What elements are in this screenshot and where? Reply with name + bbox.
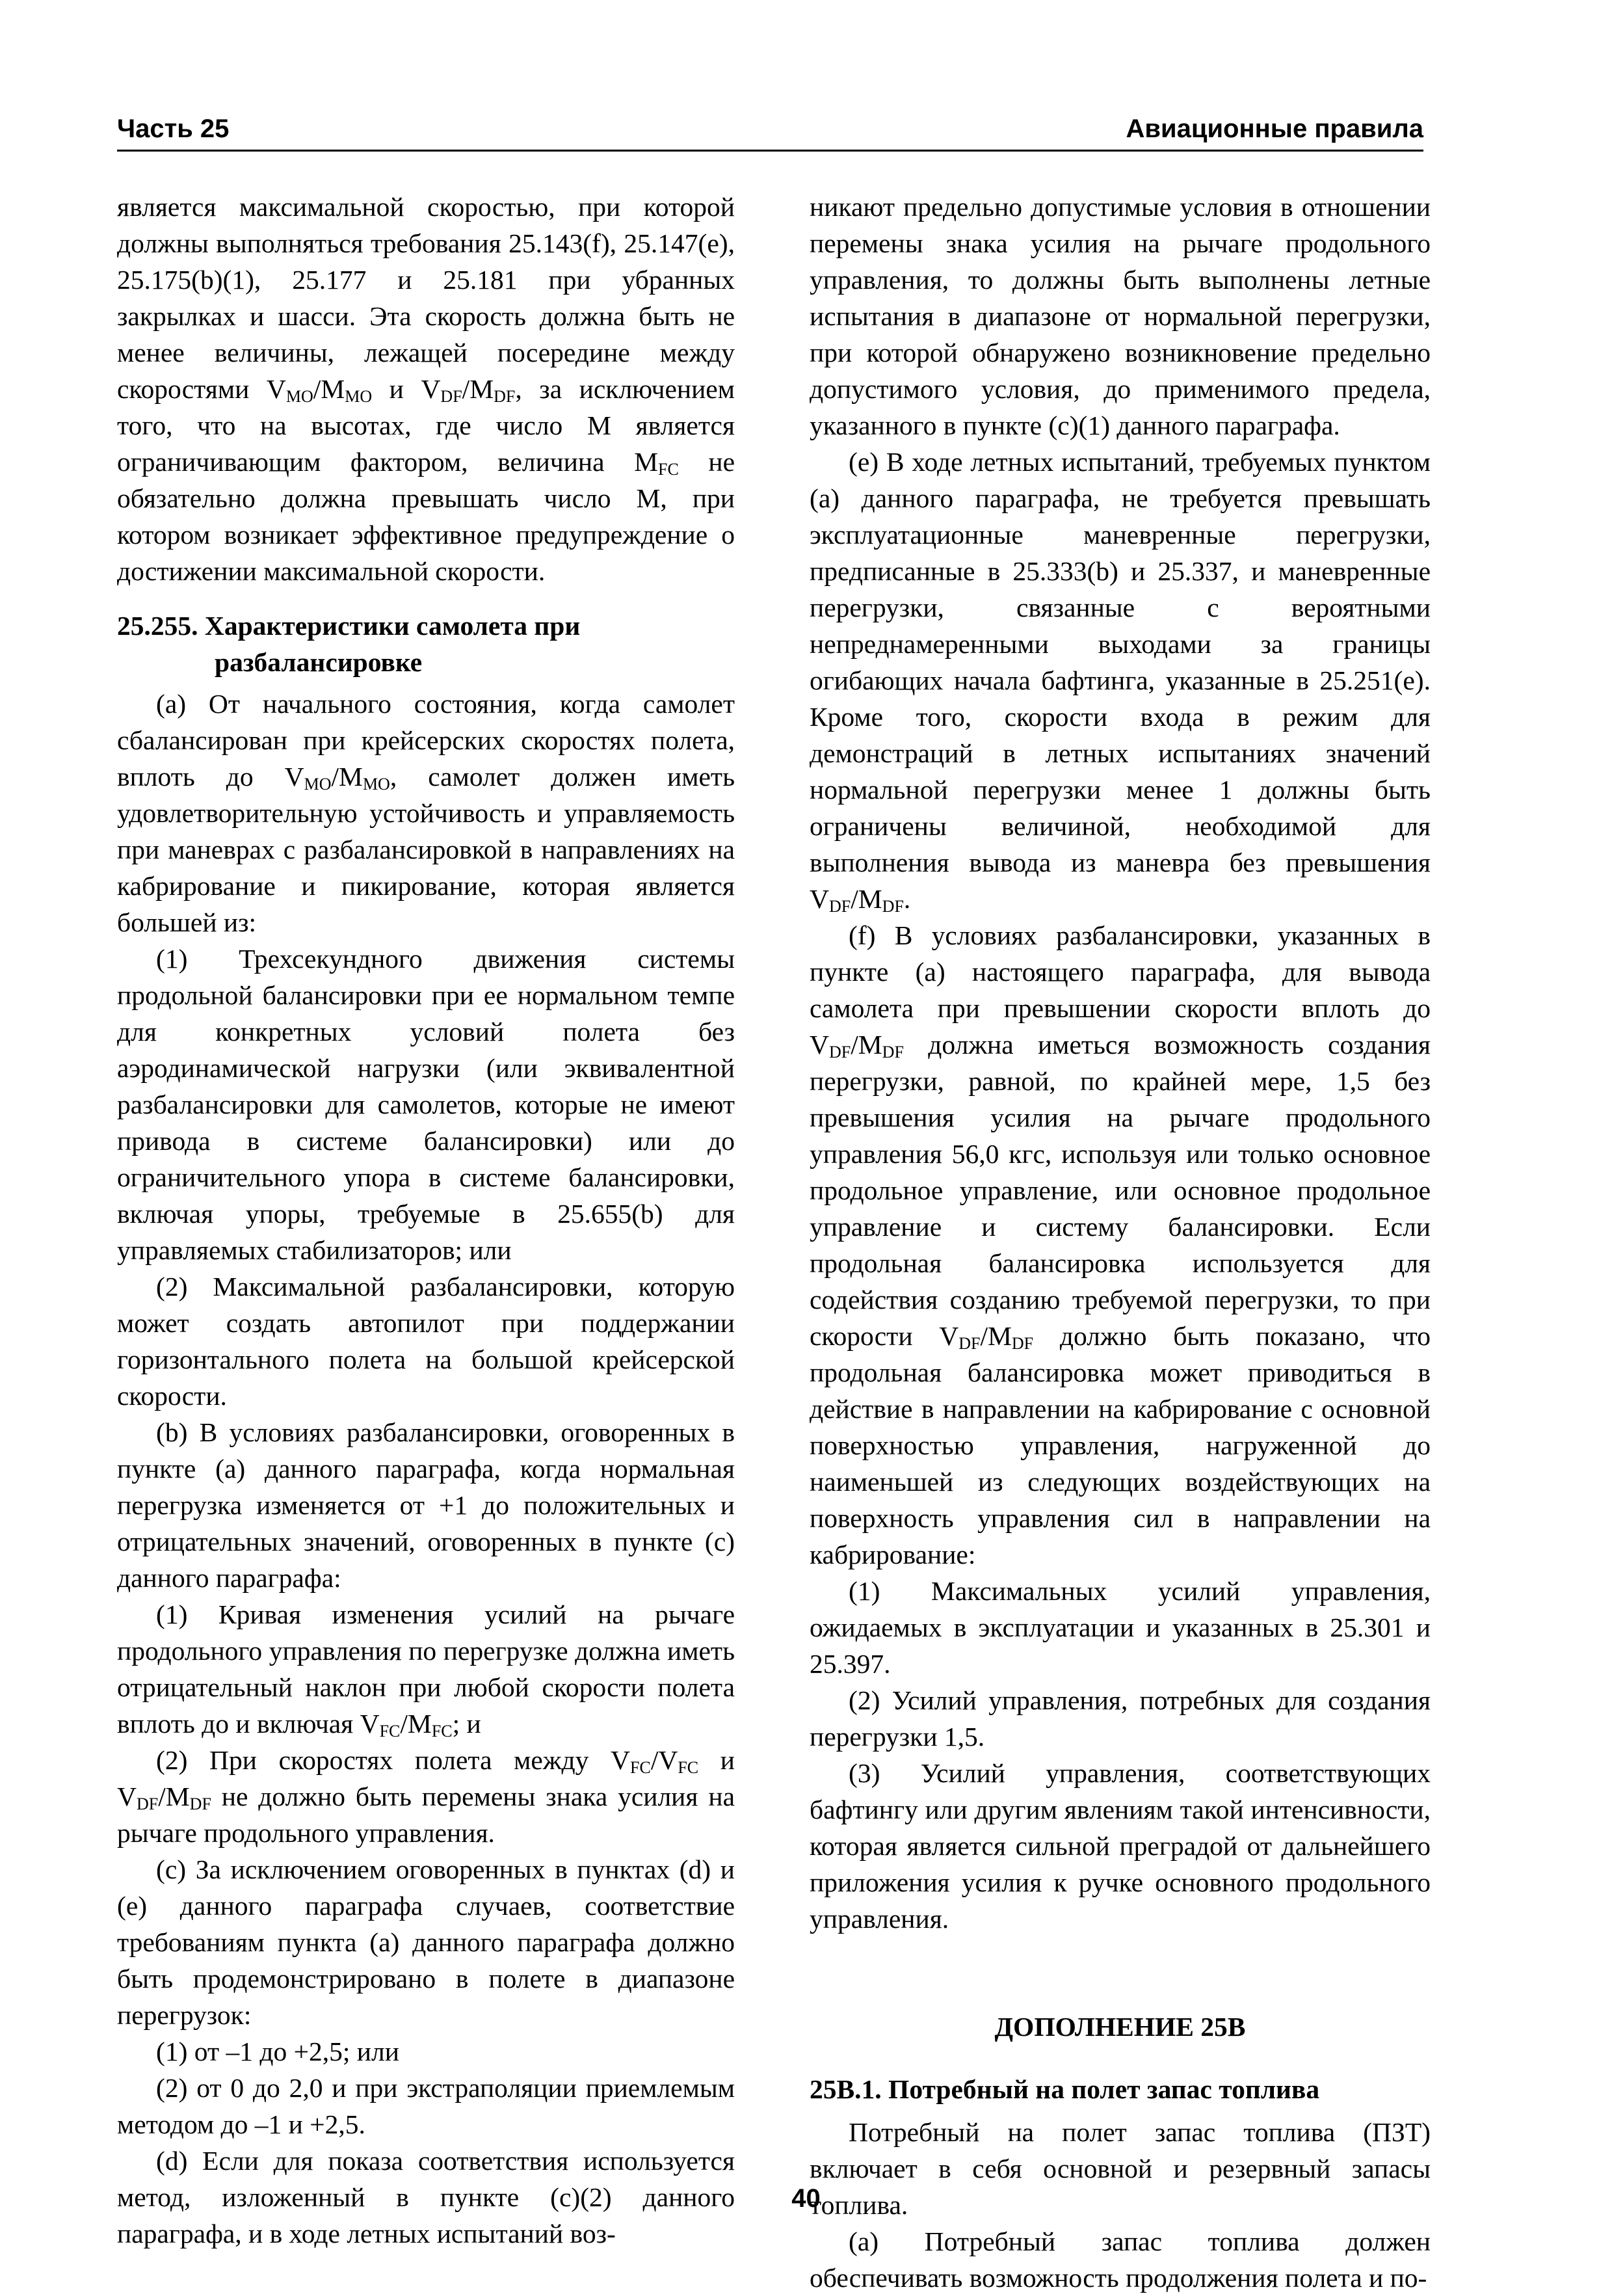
paragraph-intro: является максимальной скоростью, при которой должны выполняться требования 25.143(f), 25.147(e), 25.175(b)(1), 25.177 и 25.181 при убранных закрылках и шасси. Эта скорость должна быть не менее величины, лежащей посередине между скоростями $V_{MO}/M_{MO}$ и $V_{DF}/M_{DF}$, за исключением того, что на высотах, где число M является ограничивающим фактором, величина $M_{FC}$ не обязательно должна превышать число M, при котором возникает эффективное предупреждение о достижении максимальной скорости.	[117, 192, 735, 586]
appendix-title: ДОПОЛНЕНИЕ 25B	[994, 2012, 1246, 2042]
paragraph-f: (f) В условиях разбалансировки, указанных в пункте (a) настоящего параграфа, для вывода самолета при превышении скорости вплоть до $V_{DF}/M_{DF}$ должна иметься возможность создания перегрузки, равной, по крайней мере, 1,5 без превышения усилия на рычаге продольного управления 56,0 кгс, используя или только основное продольное управление, или основное продольное управление и систему балансировки. Если продольная балансировка используется для содействия созданию требуемой перегрузки, то при скорости $V_{DF}/M_{DF}$ должно быть показано, что продольная балансировка может приводиться в действие в направлении на кабрирование с основной поверхностью управления, нагруженной до наименьшей из следующих воздействующих на поверхность управления сил в направлении на кабрирование:	[810, 920, 1431, 1569]
paragraph-c2: (2) от 0 до 2,0 и при экстраполяции приемлемым методом до –1 и +2,5.	[117, 2073, 735, 2139]
header-title: Авиационные правила	[1126, 114, 1423, 143]
paragraph-c: (c) За исключением оговоренных в пунктах (d) и (e) данного параграфа случаев, соответствие требованиям пункта (a) данного параграфа должно быть продемонстрировано в полете в диапазоне перегрузок:	[117, 1854, 735, 2030]
page-header	[117, 109, 1423, 148]
paragraph-b1: (1) Кривая изменения усилий на рычаге продольного управления по перегрузке должна иметь отрицательный наклон при любой скорости полета вплоть до и включая $V_{FC}/M_{FC}$; и	[117, 1599, 735, 1741]
right-column	[810, 189, 1431, 2296]
paragraph-fuel-1: Потребный на полет запас топлива (ПЗТ) включает в себя основной и резервный запасы топлива.	[810, 2117, 1431, 2220]
paragraph-d: (d) Если для показа соответствия используется метод, изложенный в пункте (c)(2) данного параграфа, и в ходе летных испытаний воз-	[117, 2146, 735, 2249]
left-column	[117, 189, 735, 2252]
paragraph-f2: (2) Усилий управления, потребных для создания перегрузки 1,5.	[810, 1685, 1431, 1752]
section-heading-25-255: 25.255. Характеристики самолета при разбалансировке	[117, 611, 581, 677]
paragraph-c1: (1) от –1 до +2,5; или	[156, 2036, 399, 2066]
page-number: 40	[791, 2184, 821, 2213]
paragraph-d-continued: никают предельно допустимые условия в отношении перемены знака усилия на рычаге продольного управления, то должны быть выполнены летные испытания в диапазоне от нормальной перегрузки, при которой обнаружено возникновение предельно допустимого условия, до применимого предела, указанного в пункте (c)(1) данного параграфа.	[810, 192, 1431, 440]
paragraph-f3: (3) Усилий управления, соответствующих бафтингу или другим явлениям такой интенсивности, которая является сильной преградой от дальнейшего приложения усилия к ручке основного продольного управления.	[810, 1758, 1431, 1934]
paragraph-f1: (1) Максимальных усилий управления, ожидаемых в эксплуатации и указанных в 25.301 и 25.397.	[810, 1576, 1431, 1679]
paragraph-a1: (1) Трехсекундного движения системы продольной балансировки при ее нормальном темпе для конкретных условий полета без аэродинамической нагрузки (или эквивалентной разбалансировки для самолетов, которые не имеют привода в системе балансировки) или до ограничительного упора в системе балансировки, включая упоры, требуемые в 25.655(b) для управляемых стабилизаторов; или	[117, 944, 735, 1265]
header-part: Часть 25	[117, 114, 230, 143]
paragraph-a: (a) От начального состояния, когда самолет сбалансирован при крейсерских скоростях полета, вплоть до $V_{MO}/M_{MO}$, самолет должен иметь удовлетворительную устойчивость и управляемость при маневрах с разбалансировкой в направлениях на кабрирование и пикирование, которая является большей из:	[117, 689, 735, 937]
section-heading-25b-1: 25B.1. Потребный на полет запас топлива	[810, 2074, 1320, 2104]
paragraph-a2: (2) Максимальной разбалансировки, которую может создать автопилот при поддержании горизонтального полета на большой крейсерской скорости.	[117, 1272, 735, 1411]
paragraph-fuel-a: (a) Потребный запас топлива должен обеспечивать возможность продолжения полета и по-	[810, 2226, 1431, 2293]
paragraph-b: (b) В условиях разбалансировки, оговоренных в пункте (a) данного параграфа, когда нормальная перегрузка изменяется от +1 до положительных и отрицательных значений, оговоренных в пункте (c) данного параграфа:	[117, 1417, 735, 1593]
header-rule	[117, 150, 1423, 152]
paragraph-e: (e) В ходе летных испытаний, требуемых пунктом (a) данного параграфа, не требуется превышать эксплуатационные маневренные перегрузки, предписанные в 25.333(b) и 25.337, и маневренные перегрузки, связанные с вероятными непреднамеренными выходами за границы огибающих начала бафтинга, указанные в 25.251(e). Кроме того, скорости входа в режим для демонстраций в летных испытаниях значений нормальной перегрузки менее 1 должны быть ограничены величиной, необходимой для выполнения вывода из маневра без превышения $V_{DF}/M_{DF}$.	[810, 447, 1431, 916]
paragraph-b2: (2) При скоростях полета между $V_{FC}/V_{FC}$ и $V_{DF}/M_{DF}$ не должно быть перемены знака усилия на рычаге продольного управления.	[117, 1745, 735, 1848]
